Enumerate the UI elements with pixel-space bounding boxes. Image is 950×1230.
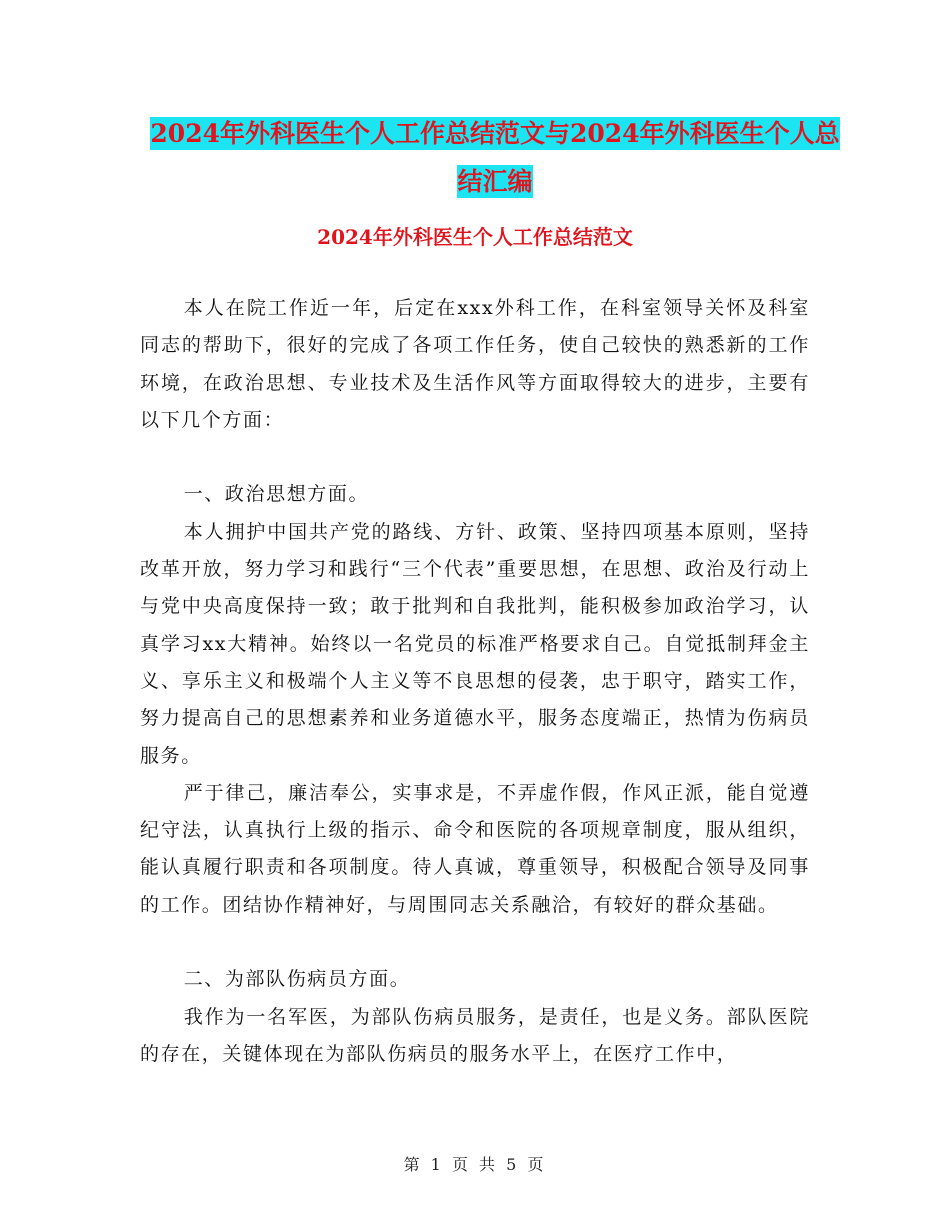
heading-service: 二、为部队伤病员方面。 (183, 968, 411, 991)
paragraph-discipline: 严于律己，廉洁奉公，实事求是，不弄虚作假，作风正派，能自觉遵纪守法，认真执行上级的指示、命令和医院的各项规章制度，服从组织，能认真履行职责和各项制度。待人真诚，尊重领导，积极配合领导及同事的工作。团结协作精神好，与周围同志关系融洽，有较好的群众基础。 (140, 781, 810, 916)
paragraph-intro: 本人在院工作近一年，后定在xxx外科工作，在科室领导关怀及科室同志的帮助下，很好的完成了各项工作任务，使自己较快的熟悉新的工作环境，在政治思想、专业技术及生活作风等方面取得较大的进步，主要有以下几个方面： (140, 297, 810, 431)
section-title: 2024年外科医生个人工作总结范文 (317, 225, 633, 249)
paragraph-political: 本人拥护中国共产党的路线、方针、政策、坚持四项基本原则，坚持改革开放，努力学习和践行“三个代表”重要思想，在思想、政治及行动上与党中央高度保持一致；敢于批判和自我批判，能积极参加政治学习，认真学习xx大精神。始终以一名党员的标准严格要求自己。自觉抵制拜金主义、享乐主义和极端个人主义等不良思想的侵袭，忠于职守，踏实工作，努力提高自己的思想素养和业务道德水平，服务态度端正，热情为伤病员服务。 (140, 520, 810, 767)
document-body (140, 290, 810, 1073)
page-footer: 第 1 页 共 5 页 (403, 1155, 547, 1174)
title-highlight: 2024年外科医生个人工作总结范文与2024年外科医生个人总结汇编 (150, 119, 840, 196)
paragraph-service: 我作为一名军医，为部队伤病员服务，是责任，也是义务。部队医院的存在，关键体现在为部队伤病员的服务水平上，在医疗工作中， (140, 1005, 810, 1065)
document-title (140, 110, 850, 206)
heading-political: 一、政治思想方面。 (183, 483, 370, 506)
